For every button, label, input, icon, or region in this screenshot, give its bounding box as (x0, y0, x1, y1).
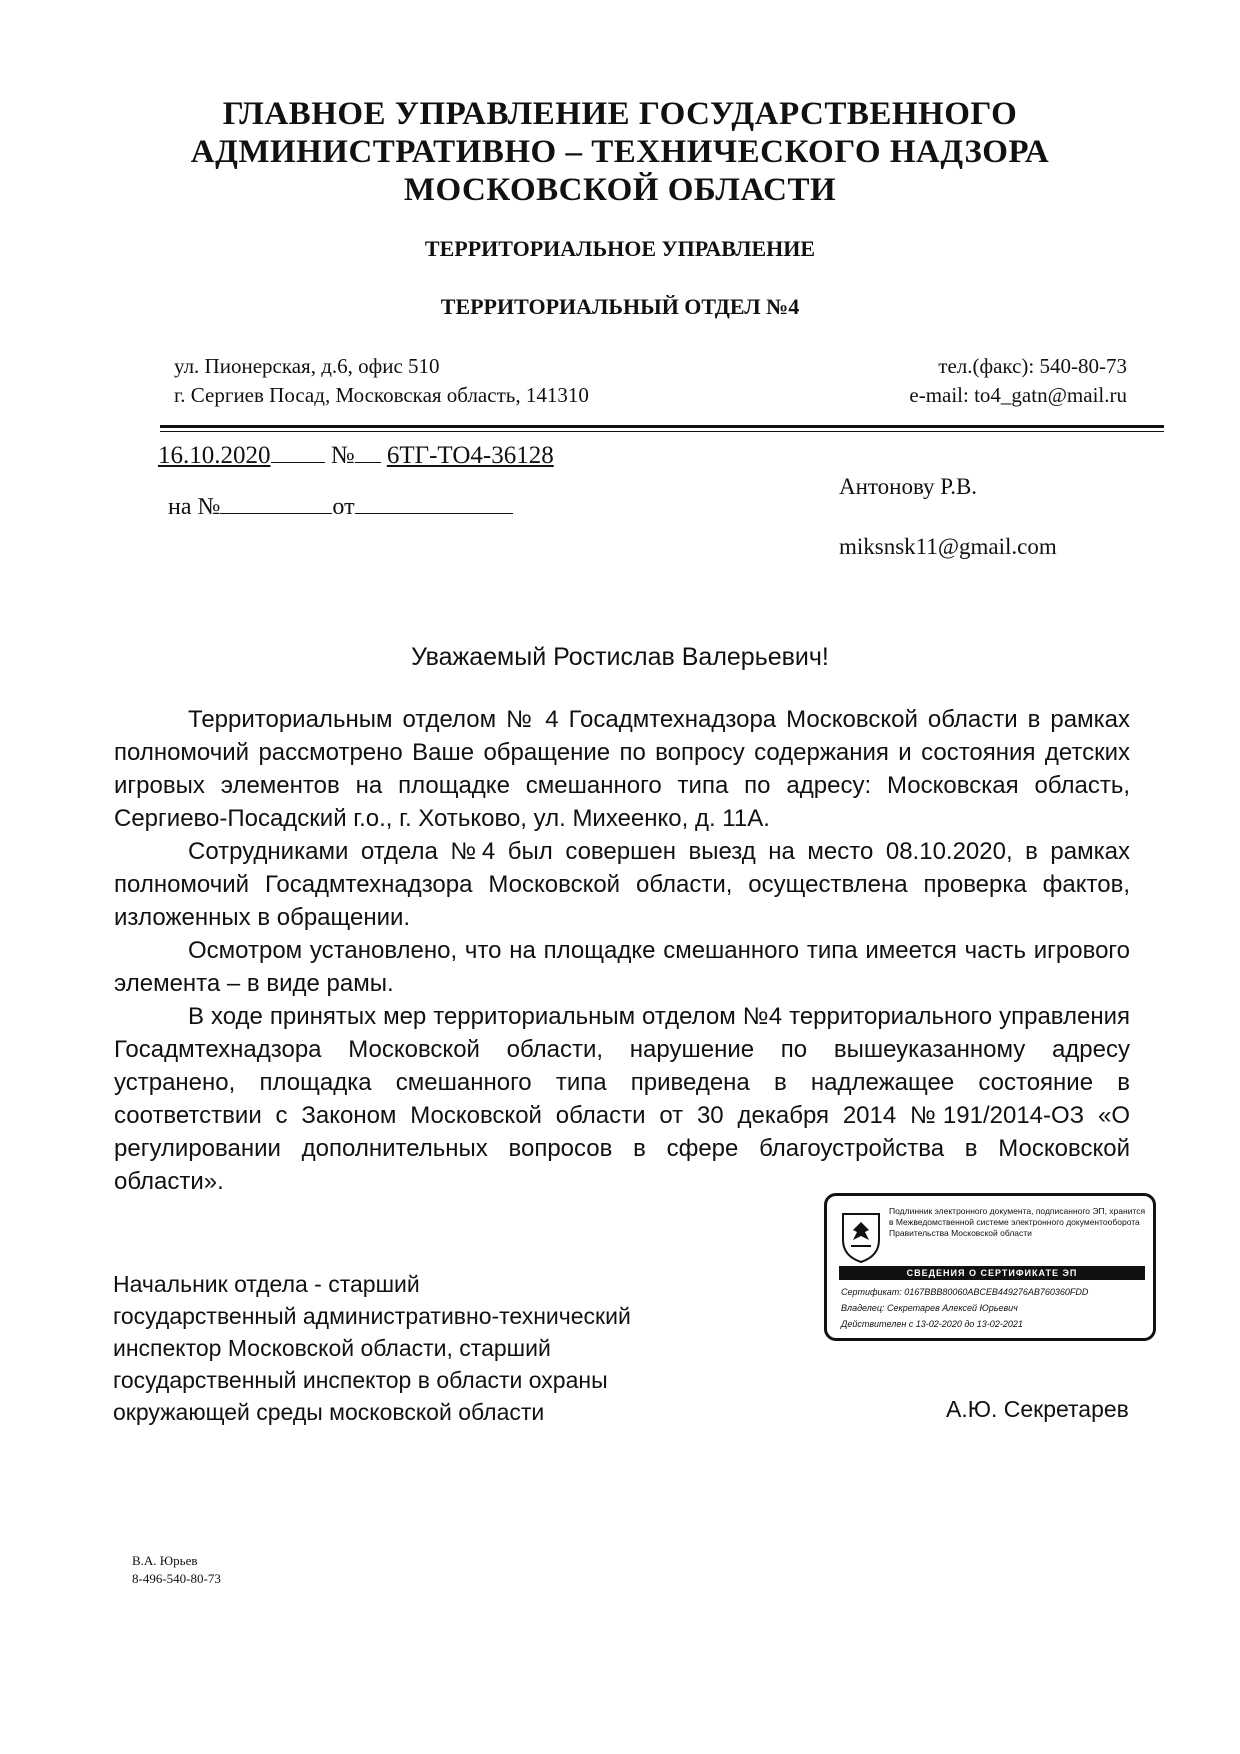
ref-from-label: от (332, 494, 355, 520)
body-paragraph: Осмотром установлено, что на площадке смешанного типа имеется часть игрового элемента – в виде рамы. (114, 937, 1130, 997)
cert-heading: СВЕДЕНИЯ О СЕРТИФИКАТЕ ЭП (839, 1266, 1145, 1280)
position-line: инспектор Московской области, старший (113, 1335, 551, 1361)
address-street: ул. Пионерская, д.6, офис 510 (174, 354, 440, 378)
e-signature-stamp (824, 1193, 1156, 1341)
signatory-position (113, 1268, 713, 1428)
ref-number-label: на № (168, 494, 221, 520)
coat-of-arms-icon (839, 1210, 883, 1264)
cert-validity: Действителен с 13-02-2020 до 13-02-2021 (841, 1319, 1023, 1329)
outgoing-number: 6ТГ-ТО4-36128 (386, 442, 554, 469)
postal-address (174, 352, 589, 410)
recipient-name: Антонову Р.В. (839, 474, 978, 499)
signatory-name: А.Ю. Секретарев (946, 1396, 1129, 1422)
reference-line (168, 491, 513, 521)
agency-title (0, 95, 1240, 209)
cert-notice: Подлинник электронного документа, подписанного ЭП, хранится в Межведомственной системе электронного документооборота Правительства Московской области (889, 1206, 1146, 1238)
outgoing-date: 16.10.2020 (158, 442, 271, 469)
contact-info (909, 352, 1127, 410)
contact-phone: тел.(факс): 540-80-73 (938, 354, 1127, 378)
body-paragraph: Сотрудниками отдела №4 был совершен выезд на место 08.10.2020, в рамках полномочий Госадмтехнадзора Московской области, осуществлена проверка фактов, изложенных в обращении. (114, 838, 1130, 931)
header-divider-thin (160, 431, 1164, 432)
position-line: окружающей среды московской области (113, 1399, 545, 1425)
territorial-department: ТЕРРИТОРИАЛЬНЫЙ ОТДЕЛ №4 (440, 294, 800, 319)
executor-phone: 8-496-540-80-73 (132, 1571, 221, 1586)
number-label: № (330, 442, 355, 469)
address-city: г. Сергиев Посад, Московская область, 141310 (174, 383, 589, 407)
underline-blank (271, 440, 325, 463)
registration-line (158, 440, 554, 470)
body-paragraph: Территориальным отделом № 4 Госадмтехнадзора Московской области в рамках полномочий рассмотрено Ваше обращение по вопросу содержания и состояния детских игровых элементов на площадке смешанного типа по адресу: Московская область, Сергиево-Посадский г.о., г. Хотьково, ул. Михеенко, д. 11А. (114, 706, 1130, 832)
agency-title-line3: МОСКОВСКОЙ ОБЛАСТИ (403, 172, 837, 208)
recipient-email: miksnsk11@gmail.com (839, 534, 1057, 559)
underline-blank (355, 440, 381, 463)
position-line: государственный административно-технический (113, 1303, 631, 1329)
ref-date-blank (355, 491, 513, 514)
cert-serial: Сертификат: 0167BBB80060ABCEB449276AB760360FDD (841, 1287, 1089, 1297)
executor-info (132, 1552, 221, 1588)
cert-owner: Владелец: Секретарев Алексей Юрьевич (841, 1303, 1018, 1313)
ref-number-blank (220, 491, 332, 514)
header-divider-thick (160, 425, 1164, 428)
position-line: Начальник отдела - старший (113, 1271, 420, 1297)
territorial-directorate: ТЕРРИТОРИАЛЬНОЕ УПРАВЛЕНИЕ (424, 236, 816, 261)
body-paragraph: В ходе принятых мер территориальным отделом №4 территориального управления Госадмтехнадзора Московской области, нарушение по вышеуказанному адресу устранено, площадка смешанного типа приведена в надлежащее состояние в соответствии с Законом Московской области от 30 декабря 2014 №191/2014-ОЗ «О регулировании дополнительных вопросов в сфере благоустройства в Московской области». (114, 1003, 1130, 1195)
letter-body (114, 703, 1130, 1198)
contact-email: e-mail: to4_gatn@mail.ru (909, 383, 1127, 407)
greeting: Уважаемый Ростислав Валерьевич! (411, 643, 829, 671)
executor-name: В.А. Юрьев (132, 1553, 198, 1568)
agency-title-line1: ГЛАВНОЕ УПРАВЛЕНИЕ ГОСУДАРСТВЕННОГО (222, 96, 1018, 132)
agency-title-line2: АДМИНИСТРАТИВНО – ТЕХНИЧЕСКОГО НАДЗОРА (190, 134, 1050, 170)
position-line: государственный инспектор в области охраны (113, 1367, 608, 1393)
